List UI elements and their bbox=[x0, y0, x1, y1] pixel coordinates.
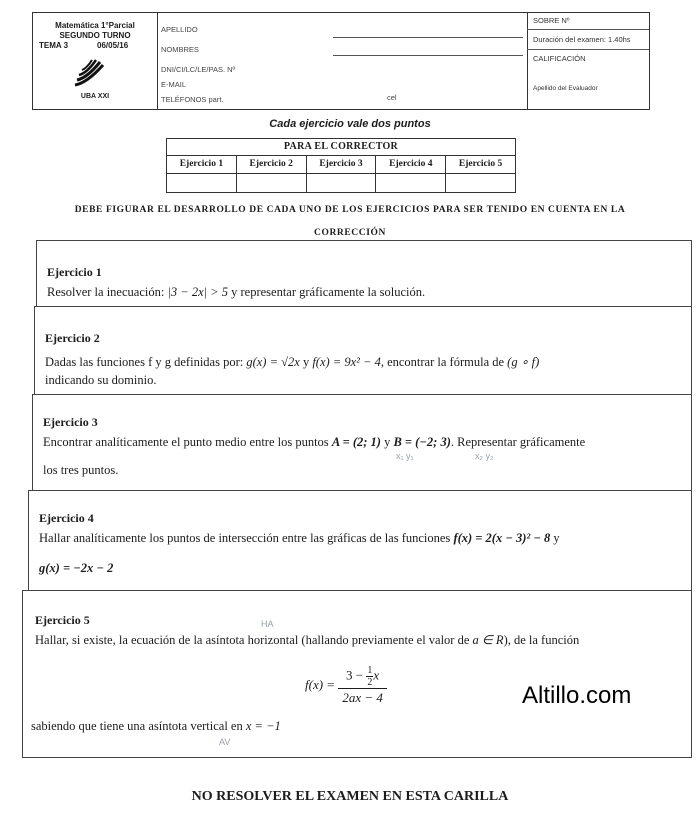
half-denominator: 2 bbox=[367, 677, 373, 688]
altillo-watermark: Altillo.com bbox=[522, 682, 632, 709]
exercise-3-point-b: B = (−2; 3) bbox=[393, 435, 451, 449]
corrector-col-1: Ejercicio 1 bbox=[167, 156, 237, 174]
exercise-2-composition: (g ∘ f) bbox=[507, 355, 540, 369]
exercise-1-text-a: Resolver la inecuación: bbox=[47, 285, 168, 299]
nombres-line[interactable] bbox=[333, 55, 523, 56]
field-nombres: NOMBRES bbox=[161, 45, 199, 54]
formula-lhs: f(x) = bbox=[305, 676, 336, 692]
points-note: Cada ejercicio vale dos puntos bbox=[269, 118, 431, 130]
exercise-5-text-a: Hallar, si existe, la ecuación de la asíntota horizontal (hallando previamente el valor de bbox=[35, 633, 473, 647]
field-documento: DNI/CI/LC/LE/PAS. Nº bbox=[161, 65, 236, 74]
exercise-2-text-a: Dadas las funciones f y g definidas por: bbox=[45, 355, 247, 369]
corrector-col-5: Ejercicio 5 bbox=[446, 156, 515, 174]
uba-logo-icon bbox=[73, 59, 107, 89]
notice-line-2: CORRECCIÓN bbox=[314, 228, 386, 238]
evaluator-label: Apellido del Evaluador bbox=[533, 85, 598, 92]
exercise-1-text bbox=[47, 281, 425, 303]
exercise-3-text-a: Encontrar analíticamente el punto medio entre los puntos bbox=[43, 435, 332, 449]
exercise-5-text-c: sabiendo que tiene una asíntota vertical en bbox=[31, 719, 246, 733]
theme-label: TEMA 3 bbox=[39, 41, 69, 50]
numerator-variable: x bbox=[373, 667, 380, 683]
subject-label: Matemática 1°Parcial bbox=[55, 21, 135, 30]
logo-text: UBA XXI bbox=[80, 93, 110, 100]
exercise-4-text-a: Hallar analíticamente los puntos de intersección entre las gráficas de las funciones bbox=[39, 531, 454, 545]
exercise-4-connector: y bbox=[550, 531, 560, 545]
exercise-2-text-b: , encontrar la fórmula de bbox=[380, 355, 508, 369]
exercise-2-g-def: g(x) = √2x bbox=[246, 355, 300, 369]
exercise-5-mark-top: HA bbox=[261, 619, 274, 629]
student-data-block bbox=[157, 13, 528, 109]
exam-header bbox=[32, 12, 650, 110]
score-box-2[interactable] bbox=[237, 174, 307, 192]
corrector-col-4: Ejercicio 4 bbox=[376, 156, 446, 174]
exercise-2-line2: indicando su dominio. bbox=[45, 373, 157, 387]
exercise-4-f-def: f(x) = 2(x − 3)² − 8 bbox=[453, 531, 551, 545]
exercise-5-title: Ejercicio 5 bbox=[35, 613, 90, 627]
date-label: 06/05/16 bbox=[97, 41, 129, 50]
corrector-col-3: Ejercicio 3 bbox=[307, 156, 377, 174]
exercise-5-asymptote: x = −1 bbox=[245, 719, 281, 733]
footer-instruction: NO RESOLVER EL EXAMEN EN ESTA CARILLA bbox=[191, 789, 509, 804]
exercise-5-formula bbox=[305, 665, 387, 707]
exercise-3-text-b: . Representar gráficamente bbox=[450, 435, 586, 449]
exercise-3-title: Ejercicio 3 bbox=[43, 415, 98, 429]
duration-label: Duración del examen: 1.40hs bbox=[533, 35, 631, 44]
score-box-4[interactable] bbox=[376, 174, 446, 192]
exercise-4-box bbox=[28, 490, 692, 591]
exercise-1-text-b: y representar gráficamente la solución. bbox=[228, 285, 426, 299]
exercise-5-text-b: ), de la función bbox=[503, 633, 580, 647]
formula-fraction bbox=[338, 665, 387, 707]
grade-label: CALIFICACIÓN bbox=[533, 54, 586, 63]
exercise-3-text bbox=[43, 431, 689, 453]
score-box-1[interactable] bbox=[167, 174, 237, 192]
exercise-1-box bbox=[36, 240, 692, 307]
phone-cel-label: cel bbox=[387, 93, 397, 102]
exercise-4-line2 bbox=[39, 557, 113, 579]
exercise-3-line2: los tres puntos. bbox=[43, 463, 119, 477]
notice-line-1: DEBE FIGURAR EL DESARROLLO DE CADA UNO DE LOS EJERCICIOS PARA SER TENIDO EN CUENTA EN LA bbox=[74, 205, 626, 215]
score-box-5[interactable] bbox=[446, 174, 515, 192]
exercise-5-mark-bottom: AV bbox=[219, 737, 231, 747]
exercise-3-connector: y bbox=[380, 435, 394, 449]
exercise-2-connector: y bbox=[299, 355, 313, 369]
exercise-3-mark-b: x₂ y₂ bbox=[475, 451, 494, 461]
exercise-5-box bbox=[22, 590, 692, 758]
exercise-5-text bbox=[35, 629, 689, 651]
sobre-label: SOBRE Nº bbox=[533, 16, 570, 25]
apellido-line[interactable] bbox=[333, 37, 523, 38]
exercise-3-mark-a: x₁ y₁ bbox=[396, 451, 414, 461]
exam-info-block bbox=[527, 13, 649, 109]
exercise-2-f-def: f(x) = 9x² − 4 bbox=[312, 355, 381, 369]
shift-label: SEGUNDO TURNO bbox=[59, 31, 131, 40]
exercise-3-box bbox=[32, 394, 692, 491]
exercise-4-title: Ejercicio 4 bbox=[39, 511, 94, 525]
exercise-1-title: Ejercicio 1 bbox=[47, 265, 102, 279]
corrector-title: PARA EL CORRECTOR bbox=[167, 139, 515, 156]
exercise-3-point-a: A = (2; 1) bbox=[331, 435, 381, 449]
field-telefonos: TELÉFONOS part. bbox=[161, 95, 224, 104]
exercise-5-parameter: a ∈ R bbox=[472, 633, 504, 647]
corrector-col-2: Ejercicio 2 bbox=[237, 156, 307, 174]
exercise-4-g-def: g(x) = −2x − 2 bbox=[39, 561, 114, 575]
formula-denominator: 2ax − 4 bbox=[342, 690, 383, 705]
score-box-3[interactable] bbox=[307, 174, 377, 192]
field-apellido: APELLIDO bbox=[161, 25, 198, 34]
exercise-5-last-line bbox=[31, 715, 281, 737]
field-email: E-MAIL bbox=[161, 80, 187, 89]
exercise-4-text bbox=[39, 527, 689, 549]
numerator-part-a: 3 − bbox=[346, 667, 364, 683]
half-numerator: 1 bbox=[367, 665, 373, 676]
corrector-table bbox=[166, 138, 516, 193]
exercise-2-title: Ejercicio 2 bbox=[45, 331, 100, 345]
exercise-1-inequality: |3 − 2x| > 5 bbox=[167, 285, 228, 299]
formula-numerator bbox=[338, 665, 387, 689]
exercise-2-box bbox=[34, 306, 692, 395]
header-course-block bbox=[33, 13, 158, 109]
